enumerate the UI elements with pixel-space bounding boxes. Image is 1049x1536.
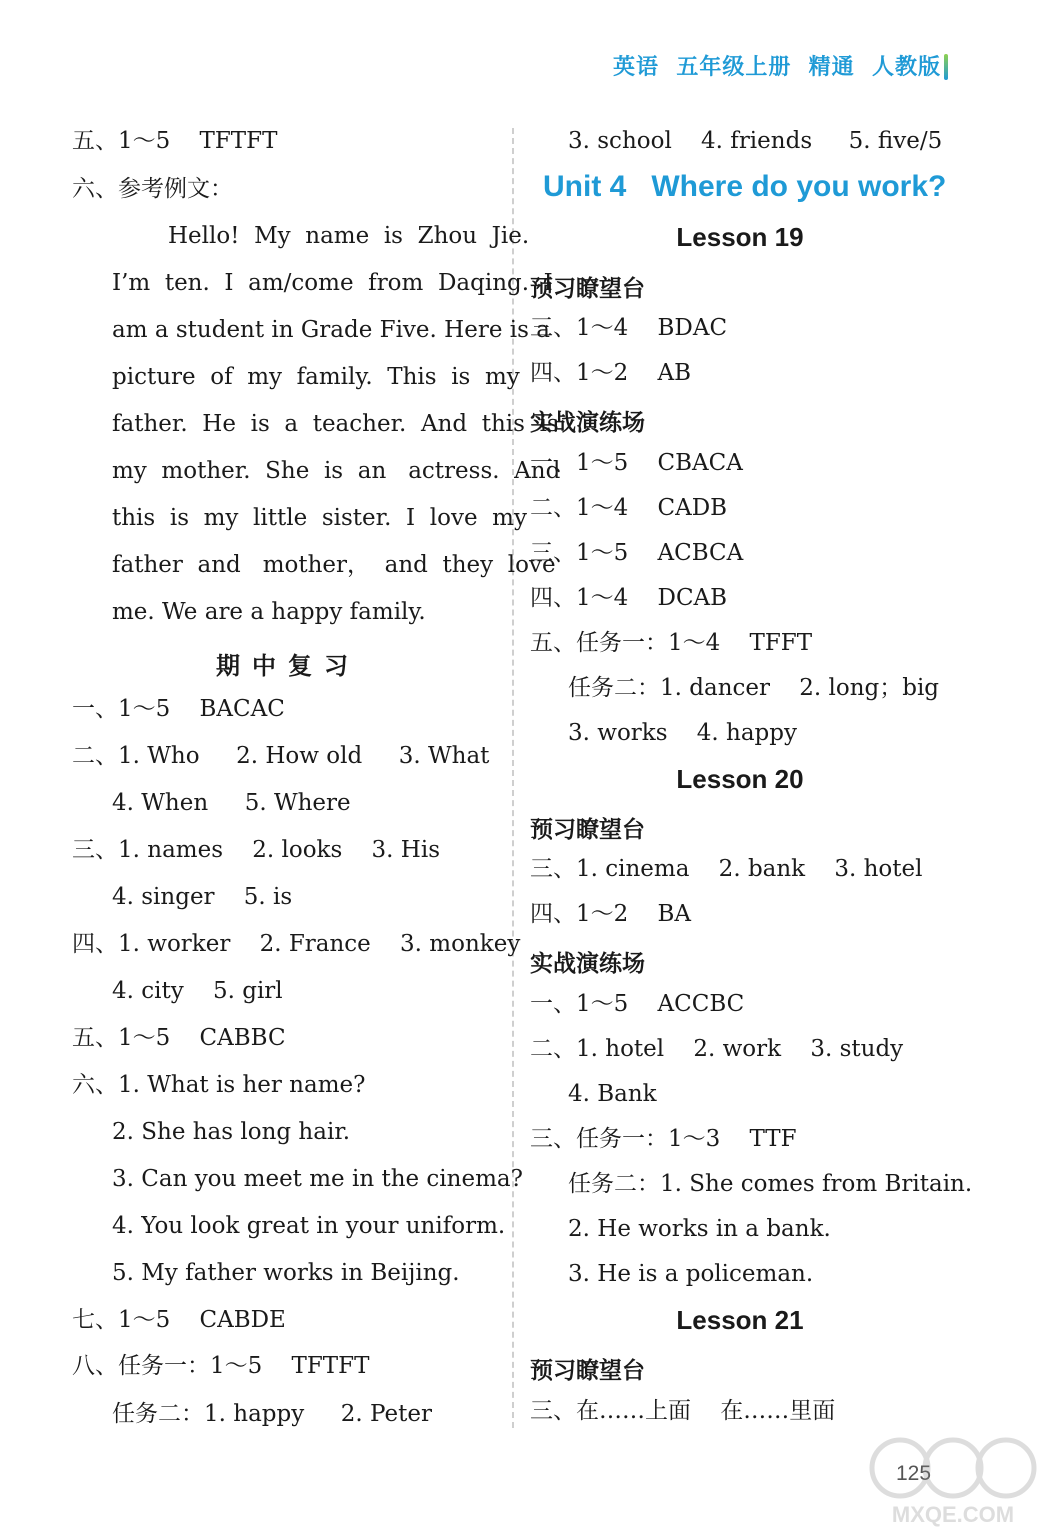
answer-line: 3. He is a policeman. bbox=[568, 1261, 814, 1287]
essay-line: father and mother， and they love bbox=[112, 552, 556, 578]
preview-heading: 预习瞭望台 bbox=[530, 817, 645, 843]
answer-line: 4. You look great in your uniform. bbox=[112, 1213, 506, 1239]
essay-line: I’m ten. I am/come from Daqing. I bbox=[112, 270, 553, 296]
answer-line: 六、参考例文： bbox=[72, 176, 233, 202]
unit-title: Unit 4 Where do you work? bbox=[543, 170, 947, 203]
answer-line: 一、1～5 BACAC bbox=[72, 696, 285, 722]
answer-line: 四、1～2 BA bbox=[530, 901, 692, 927]
answer-line: 三、在……上面 在……里面 bbox=[530, 1398, 836, 1424]
answer-line: 七、1～5 CABDE bbox=[72, 1307, 286, 1333]
answer-line: 五、1～5 TFTFT bbox=[72, 128, 278, 154]
essay-line: am a student in Grade Five. Here is a bbox=[112, 317, 550, 343]
essay-line: me. We are a happy family. bbox=[112, 599, 426, 625]
answer-line: 四、1～4 DCAB bbox=[530, 585, 728, 611]
header-accent-bar bbox=[944, 54, 948, 80]
answer-line: 4. singer 5. is bbox=[112, 884, 293, 910]
essay-line: this is my little sister. I love my bbox=[112, 505, 527, 531]
watermark-text: MXQE.COM bbox=[891, 1502, 1015, 1527]
answer-line: 3. works 4. happy bbox=[568, 720, 797, 746]
preview-heading: 预习瞭望台 bbox=[530, 1358, 645, 1384]
lesson-19-title: Lesson 19 bbox=[676, 222, 804, 252]
answer-line: 任务二：1. happy 2. Peter bbox=[112, 1401, 432, 1427]
answer-line: 八、任务一：1～5 TFTFT bbox=[72, 1353, 370, 1379]
preview-heading: 预习瞭望台 bbox=[530, 276, 645, 302]
answer-line: 二、1～4 CADB bbox=[530, 495, 728, 521]
answer-line: 四、1～2 AB bbox=[530, 360, 692, 386]
section-title-midterm: 期中复习 bbox=[216, 652, 360, 680]
essay-line: picture of my family. This is my bbox=[112, 364, 520, 390]
answer-line: 3. Can you meet me in the cinema? bbox=[112, 1166, 523, 1192]
practice-heading: 实战演练场 bbox=[530, 951, 645, 977]
answer-line: 任务二：1. She comes from Britain. bbox=[568, 1171, 973, 1197]
essay-line: father. He is a teacher. And this is bbox=[112, 411, 559, 437]
page-number: 125 bbox=[896, 1462, 932, 1485]
watermark-logo bbox=[868, 1428, 1038, 1528]
answer-line: 五、任务一：1～4 TFFT bbox=[530, 630, 813, 656]
answer-line: 5. My father works in Beijing. bbox=[112, 1260, 460, 1286]
answer-line: 2. He works in a bank. bbox=[568, 1216, 831, 1242]
lesson-21-title: Lesson 21 bbox=[676, 1305, 804, 1335]
answer-line: 3. school 4. friends 5. five/5 bbox=[568, 128, 943, 154]
answer-line: 二、1. hotel 2. work 3. study bbox=[530, 1036, 904, 1062]
answer-line: 4. city 5. girl bbox=[112, 978, 283, 1004]
answer-line: 三、1～5 ACBCA bbox=[530, 540, 744, 566]
answer-line: 4. Bank bbox=[568, 1081, 657, 1107]
practice-heading: 实战演练场 bbox=[530, 410, 645, 436]
answer-line: 4. When 5. Where bbox=[112, 790, 351, 816]
answer-line: 三、1. names 2. looks 3. His bbox=[72, 837, 441, 863]
answer-line: 五、1～5 CABBC bbox=[72, 1025, 286, 1051]
answer-line: 任务二：1. dancer 2. long；big bbox=[568, 675, 940, 701]
answer-line: 六、1. What is her name? bbox=[72, 1072, 366, 1098]
running-header: 英语 五年级上册 精通 人教版 bbox=[613, 55, 941, 80]
lesson-20-title: Lesson 20 bbox=[676, 764, 804, 794]
answer-line: 三、1. cinema 2. bank 3. hotel bbox=[530, 856, 923, 882]
answer-line: 一、1～5 ACCBC bbox=[530, 991, 745, 1017]
answer-line: 2. She has long hair. bbox=[112, 1119, 351, 1145]
essay-line: my mother. She is an actress. And bbox=[112, 458, 561, 484]
answer-line: 一、1～5 CBACA bbox=[530, 450, 743, 476]
answer-line: 三、1～4 BDAC bbox=[530, 315, 728, 341]
answer-line: 三、任务一：1～3 TTF bbox=[530, 1126, 797, 1152]
answer-line: 二、1. Who 2. How old 3. What bbox=[72, 743, 490, 769]
answer-line: 四、1. worker 2. France 3. monkey bbox=[72, 931, 521, 957]
essay-line: Hello! My name is Zhou Jie. bbox=[168, 223, 530, 249]
